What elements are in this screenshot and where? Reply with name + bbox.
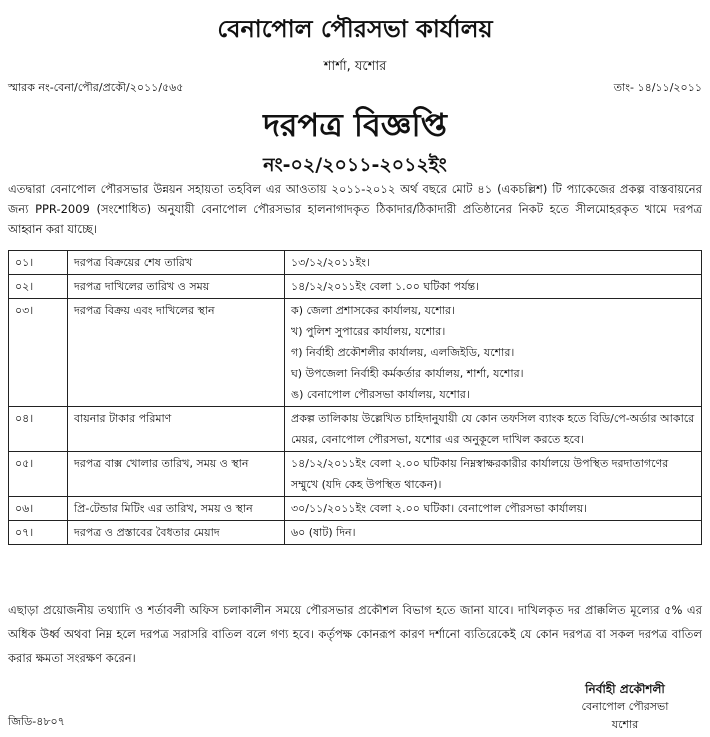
row-number: ০৩। bbox=[9, 299, 68, 407]
table-row bbox=[9, 299, 702, 407]
row-label: দরপত্র দাখিলের তারিখ ও সময় bbox=[68, 275, 285, 299]
intro-paragraph: এতদ্বারা বেনাপোল পৌরসভার উন্নয়ন সহায়তা তহবিল এর আওতায় ২০১১-২০১২ অর্থ বছরে মোট ৪১ (একচল্লিশ) টি প্যাকেজের প্রকল্প বাস্তবায়নের জন্য PPR-2009 (সংশোধিত) অনুযায়ী বেনাপোল পৌরসভার হালনাগাদকৃত ঠিকাদার/ঠিকাদারী প্রতিষ্ঠানের নিকট হতে সীলমোহরকৃত খামে দরপত্র আহ্বান করা যাচ্ছে। bbox=[8, 182, 702, 236]
row-value: ৩০/১১/২০১১ইং বেলা ২.০০ ঘটিকা। বেনাপোল পৌরসভা কার্যালয়। bbox=[285, 497, 702, 521]
table-row bbox=[9, 497, 702, 521]
row-number: ০১। bbox=[9, 251, 68, 275]
row-label: দরপত্র ও প্রস্তাবের বৈধতার মেয়াদ bbox=[68, 521, 285, 545]
row-number: ০৫। bbox=[9, 452, 68, 497]
place-item: ঘ) উপজেলা নির্বাহী কর্মকর্তার কার্যালয়, শার্শা, যশোর। bbox=[291, 367, 524, 380]
tender-details-table bbox=[8, 250, 702, 545]
notice-date: তাং- ১৪/১১/২০১১ bbox=[613, 81, 702, 94]
notice-title: দরপত্র বিজ্ঞপ্তি bbox=[263, 106, 447, 144]
row-label: বায়নার টাকার পরিমাণ bbox=[68, 407, 285, 452]
row-number: ০৪। bbox=[9, 407, 68, 452]
table-row bbox=[9, 521, 702, 545]
row-number: ০২। bbox=[9, 275, 68, 299]
signatory-office: বেনাপোল পৌরসভা bbox=[581, 700, 669, 713]
notice-number: নং-০২/২০১১-২০১২ইং bbox=[263, 154, 447, 176]
place-item: ঙ) বেনাপোল পৌরসভা কার্যালয়, যশোর। bbox=[291, 388, 470, 401]
closing-paragraph: এছাড়া প্রয়োজনীয় তথ্যাদি ও শর্তাবলী অফিস চলাকালীন সময়ে পৌরসভার প্রকৌশল বিভাগ হতে জানা যাবে। দাখিলকৃত দর প্রাক্কলিত মূল্যের ৫% এর অধিক উর্ধ্ব অথবা নিম্ন হলে দরপত্র সরাসরি বাতিল বলে গণ্য হবে। কর্তৃপক্ষ কোনরূপ কারণ দর্শানো ব্যতিরেকেই যে কোন দরপত্র বা সকল দরপত্র বাতিল করার ক্ষমতা সংরক্ষণ করেন। bbox=[8, 603, 702, 665]
office-location: শার্শা, যশোর bbox=[323, 59, 387, 74]
office-name: বেনাপোল পৌরসভা কার্যালয় bbox=[217, 15, 493, 43]
place-item: ক) জেলা প্রশাসকের কার্যালয়, যশোর। bbox=[291, 304, 456, 317]
row-label: দরপত্র বাক্স খোলার তারিখ, সময় ও স্থান bbox=[68, 452, 285, 497]
place-item: গ) নির্বাহী প্রকৌশলীর কার্যালয়, এলজিইডি, যশোর। bbox=[291, 346, 515, 359]
table-row bbox=[9, 452, 702, 497]
signature-block bbox=[540, 680, 710, 734]
row-value-places bbox=[285, 299, 702, 407]
table-row bbox=[9, 275, 702, 299]
row-label: প্রি-টেন্ডার মিটিং এর তারিখ, সময় ও স্থান bbox=[68, 497, 285, 521]
place-item: খ) পুলিশ সুপারের কার্যালয়, যশোর। bbox=[291, 325, 446, 338]
row-number: ০৬। bbox=[9, 497, 68, 521]
row-value: ১৪/১২/২০১১ইং বেলা ১.০০ ঘটিকা পর্যন্ত। bbox=[285, 275, 702, 299]
row-number: ০৭। bbox=[9, 521, 68, 545]
row-value: প্রকল্প তালিকায় উল্লেখিত চাহিদানুযায়ী যে কোন তফসিল ব্যাংক হতে বিডি/পে-অর্ডার আকারে মেয়র, বেনাপোল পৌরসভা, যশোর এর অনুকূলে দাখিল করতে হবে। bbox=[285, 407, 702, 452]
gd-number: জিডি-৪৮০৭ bbox=[8, 715, 65, 728]
signatory-district: যশোর bbox=[611, 718, 639, 731]
table-row bbox=[9, 251, 702, 275]
signatory-designation: নির্বাহী প্রকৌশলী bbox=[585, 682, 665, 696]
table-row bbox=[9, 407, 702, 452]
row-value: ৬০ (ষাট) দিন। bbox=[285, 521, 702, 545]
memo-number: স্মারক নং-বেনা/পৌর/প্রকৌ/২০১১/৫৬৫ bbox=[8, 81, 184, 94]
row-value: ১৪/১২/২০১১ইং বেলা ২.০০ ঘটিকায় নিম্নস্বাক্ষরকারীর কার্যালয়ে উপস্থিত দরদাতাগণের সম্মুখে (যদি কেহ উপস্থিত থাকেন)। bbox=[285, 452, 702, 497]
row-label: দরপত্র বিক্রয় এবং দাখিলের স্থান bbox=[68, 299, 285, 407]
row-label: দরপত্র বিক্রয়ের শেষ তারিখ bbox=[68, 251, 285, 275]
row-value: ১৩/১২/২০১১ইং। bbox=[285, 251, 702, 275]
